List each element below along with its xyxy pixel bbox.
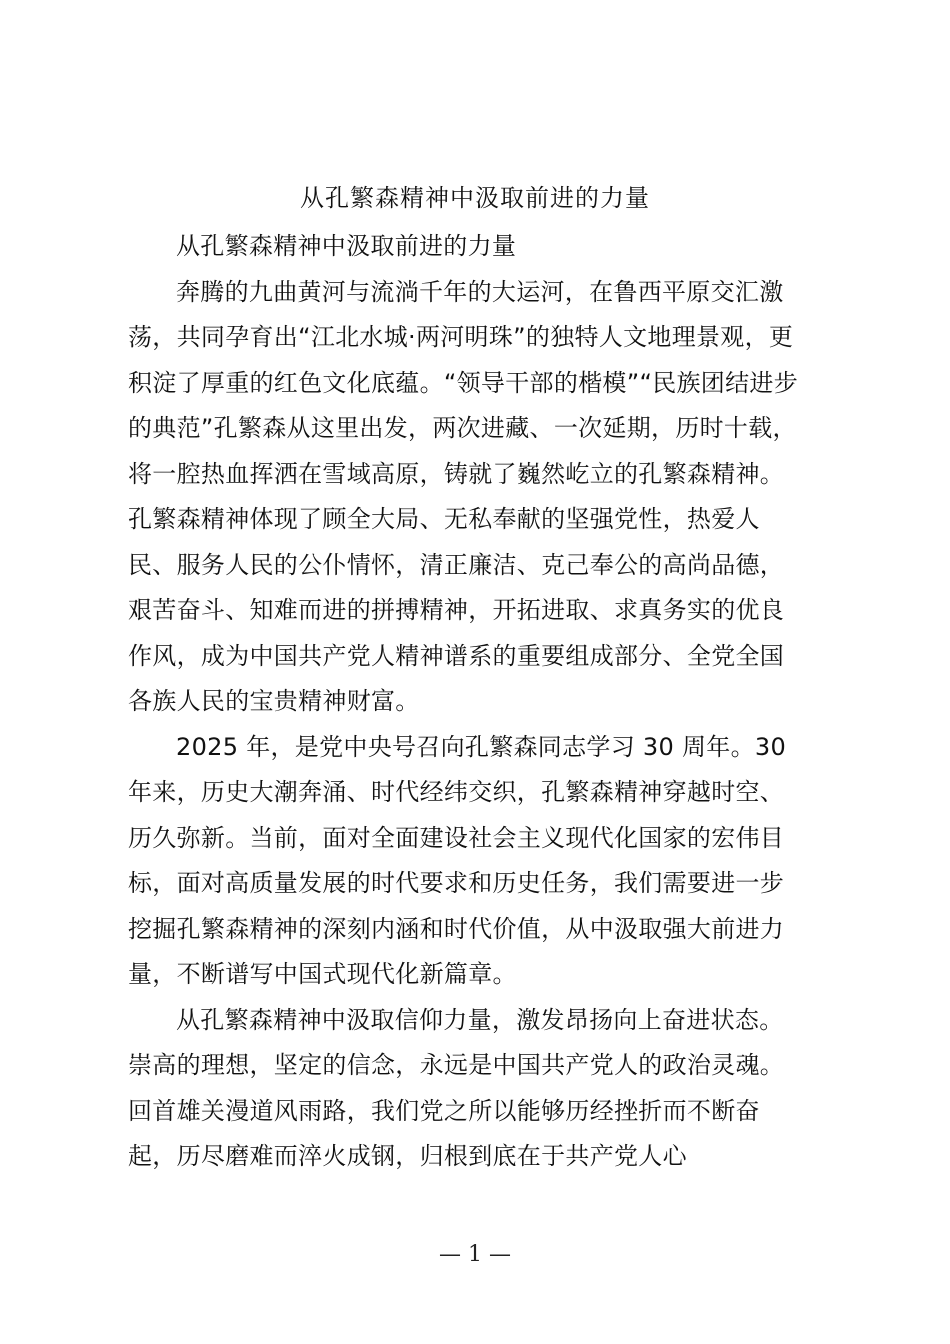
text-line: 作风，成为中国共产党人精神谱系的重要组成部分、全党全国 [128,641,785,670]
text-line: 艰苦奋斗、知难而进的拼搏精神，开拓进取、求真务实的优良 [128,596,785,624]
text-line: 2025 年，是党中央号召向孔繁森同志学习 30 周年。30 [176,732,787,761]
text-line: 起，历尽磨难而淬火成钢，归根到底在于共产党人心 [128,1142,687,1170]
text-line: 崇高的理想，坚定的信念，永远是中国共产党人的政治灵魂。 [128,1051,785,1079]
page-number: — 1 — [439,1242,511,1267]
text-line: 孔繁森精神体现了顾全大局、无私奉献的坚强党性，热爱人 [128,505,760,533]
text-line: 民、服务人民的公仆情怀，清正廉洁、克己奉公的高尚品德， [128,550,785,579]
text-line: 从孔繁森精神中汲取前进的力量 [176,232,517,260]
paragraph-faith [128,998,830,1180]
document-title: 从孔繁森精神中汲取前进的力量 [300,184,650,212]
text-line: 历久弥新。当前，面对全面建设社会主义现代化国家的宏伟目 [128,823,785,852]
text-line: 奔腾的九曲黄河与流淌千年的大运河，在鲁西平原交汇激 [176,277,784,306]
text-line: 从孔繁森精神中汲取信仰力量，激发昂扬向上奋进状态。 [176,1005,784,1034]
text-line: 回首雄关漫道风雨路，我们党之所以能够历经挫折而不断奋 [128,1096,760,1125]
text-line: 年来，历史大潮奔涌、时代经纬交织，孔繁森精神穿越时空、 [128,778,785,806]
text-line: 标，面对高质量发展的时代要求和历史任务，我们需要进一步 [128,869,785,897]
text-line: 将一腔热血挥洒在雪域高原，铸就了巍然屹立的孔繁森精神。 [128,459,785,488]
text-line: 荡，共同孕育出“江北水城·两河明珠”的独特人文地理景观，更 [128,323,794,351]
paragraph-intro [128,270,830,725]
text-line: 量，不断谱写中国式现代化新篇章。 [128,960,517,988]
document-body [128,224,830,1180]
text-line: 挖掘孔繁森精神的深刻内涵和时代价值，从中汲取强大前进力 [128,914,785,943]
text-line: 积淀了厚重的红色文化底蕴。“领导干部的楷模”“民族团结进步 [128,368,798,397]
paragraph-heading [128,224,830,270]
paragraph-anniversary [128,725,830,998]
text-line: 各族人民的宝贵精神财富。 [128,687,420,715]
text-line: 的典范”孔繁森从这里出发，两次进藏、一次延期，历时十载， [128,414,797,442]
